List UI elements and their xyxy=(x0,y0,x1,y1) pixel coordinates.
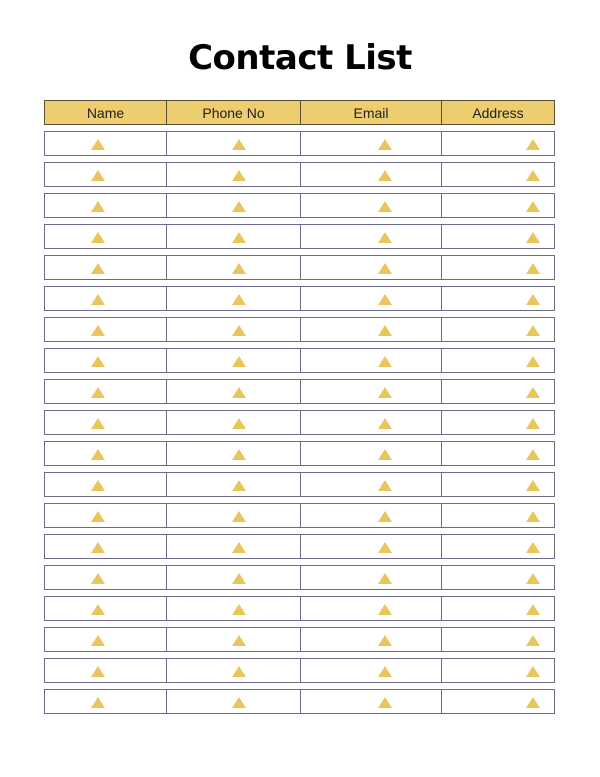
name-cell[interactable] xyxy=(45,163,167,186)
table-row xyxy=(44,224,555,249)
email-cell[interactable] xyxy=(301,349,442,372)
triangle-icon xyxy=(91,387,105,398)
phone-cell[interactable] xyxy=(167,287,301,310)
triangle-icon xyxy=(232,201,246,212)
triangle-icon xyxy=(378,201,392,212)
triangle-icon xyxy=(378,387,392,398)
phone-cell[interactable] xyxy=(167,163,301,186)
triangle-icon xyxy=(232,449,246,460)
triangle-icon xyxy=(378,697,392,708)
email-cell[interactable] xyxy=(301,163,442,186)
triangle-icon xyxy=(91,635,105,646)
triangle-icon xyxy=(232,232,246,243)
triangle-icon xyxy=(91,232,105,243)
triangle-icon xyxy=(232,511,246,522)
triangle-icon xyxy=(526,294,540,305)
triangle-icon xyxy=(378,263,392,274)
address-cell[interactable] xyxy=(442,473,554,496)
triangle-icon xyxy=(526,232,540,243)
triangle-icon xyxy=(232,170,246,181)
phone-cell[interactable] xyxy=(167,225,301,248)
phone-cell[interactable] xyxy=(167,628,301,651)
triangle-icon xyxy=(232,294,246,305)
table-row xyxy=(44,472,555,497)
triangle-icon xyxy=(378,573,392,584)
phone-cell[interactable] xyxy=(167,411,301,434)
phone-cell[interactable] xyxy=(167,690,301,713)
triangle-icon xyxy=(232,542,246,553)
email-cell[interactable] xyxy=(301,473,442,496)
triangle-icon xyxy=(526,666,540,677)
email-cell[interactable] xyxy=(301,411,442,434)
triangle-icon xyxy=(526,325,540,336)
page-title: Contact List xyxy=(188,38,412,78)
triangle-icon xyxy=(378,480,392,491)
triangle-icon xyxy=(526,139,540,150)
name-cell[interactable] xyxy=(45,473,167,496)
phone-cell[interactable] xyxy=(167,442,301,465)
triangle-icon xyxy=(526,387,540,398)
name-cell[interactable] xyxy=(45,659,167,682)
phone-cell[interactable] xyxy=(167,473,301,496)
address-cell[interactable] xyxy=(442,225,554,248)
address-cell[interactable] xyxy=(442,256,554,279)
phone-cell[interactable] xyxy=(167,256,301,279)
triangle-icon xyxy=(378,325,392,336)
name-cell[interactable] xyxy=(45,287,167,310)
phone-cell[interactable] xyxy=(167,504,301,527)
triangle-icon xyxy=(91,449,105,460)
triangle-icon xyxy=(91,325,105,336)
triangle-icon xyxy=(91,542,105,553)
phone-cell[interactable] xyxy=(167,194,301,217)
email-cell[interactable] xyxy=(301,690,442,713)
address-cell[interactable] xyxy=(442,163,554,186)
table-row xyxy=(44,410,555,435)
name-cell[interactable] xyxy=(45,194,167,217)
address-cell[interactable] xyxy=(442,690,554,713)
triangle-icon xyxy=(526,201,540,212)
triangle-icon xyxy=(91,294,105,305)
triangle-icon xyxy=(378,666,392,677)
triangle-icon xyxy=(91,170,105,181)
triangle-icon xyxy=(378,635,392,646)
name-cell[interactable] xyxy=(45,132,167,155)
triangle-icon xyxy=(232,480,246,491)
email-cell[interactable] xyxy=(301,256,442,279)
triangle-icon xyxy=(378,170,392,181)
name-cell[interactable] xyxy=(45,380,167,403)
contact-table xyxy=(44,100,555,125)
triangle-icon xyxy=(232,263,246,274)
triangle-icon xyxy=(526,170,540,181)
table-row xyxy=(44,286,555,311)
email-cell[interactable] xyxy=(301,318,442,341)
email-cell[interactable] xyxy=(301,442,442,465)
table-row xyxy=(44,348,555,373)
triangle-icon xyxy=(526,573,540,584)
triangle-icon xyxy=(232,666,246,677)
table-row xyxy=(44,379,555,404)
triangle-icon xyxy=(232,573,246,584)
triangle-icon xyxy=(232,387,246,398)
triangle-icon xyxy=(378,449,392,460)
phone-cell[interactable] xyxy=(167,597,301,620)
table-row xyxy=(44,131,555,156)
table-row xyxy=(44,193,555,218)
address-cell[interactable] xyxy=(442,442,554,465)
name-cell[interactable] xyxy=(45,597,167,620)
triangle-icon xyxy=(91,697,105,708)
triangle-icon xyxy=(91,480,105,491)
email-cell[interactable] xyxy=(301,659,442,682)
table-row xyxy=(44,565,555,590)
table-body xyxy=(44,131,555,720)
phone-cell[interactable] xyxy=(167,535,301,558)
table-row xyxy=(44,317,555,342)
column-header-phone: Phone No xyxy=(167,101,301,124)
column-header-name: Name xyxy=(45,101,167,124)
table-header xyxy=(44,100,555,125)
triangle-icon xyxy=(526,480,540,491)
address-cell[interactable] xyxy=(442,318,554,341)
address-cell[interactable] xyxy=(442,597,554,620)
email-cell[interactable] xyxy=(301,535,442,558)
email-cell[interactable] xyxy=(301,287,442,310)
address-cell[interactable] xyxy=(442,380,554,403)
triangle-icon xyxy=(526,697,540,708)
triangle-icon xyxy=(378,542,392,553)
triangle-icon xyxy=(378,232,392,243)
phone-cell[interactable] xyxy=(167,380,301,403)
triangle-icon xyxy=(232,697,246,708)
triangle-icon xyxy=(526,635,540,646)
email-cell[interactable] xyxy=(301,225,442,248)
triangle-icon xyxy=(232,604,246,615)
email-cell[interactable] xyxy=(301,628,442,651)
phone-cell[interactable] xyxy=(167,318,301,341)
triangle-icon xyxy=(526,263,540,274)
table-row xyxy=(44,534,555,559)
triangle-icon xyxy=(378,511,392,522)
address-cell[interactable] xyxy=(442,566,554,589)
triangle-icon xyxy=(378,356,392,367)
triangle-icon xyxy=(91,511,105,522)
table-row xyxy=(44,596,555,621)
triangle-icon xyxy=(91,356,105,367)
triangle-icon xyxy=(526,449,540,460)
triangle-icon xyxy=(378,139,392,150)
triangle-icon xyxy=(91,263,105,274)
phone-cell[interactable] xyxy=(167,132,301,155)
triangle-icon xyxy=(526,356,540,367)
triangle-icon xyxy=(91,604,105,615)
phone-cell[interactable] xyxy=(167,349,301,372)
triangle-icon xyxy=(232,325,246,336)
address-cell[interactable] xyxy=(442,132,554,155)
column-header-address: Address xyxy=(472,104,524,121)
table-row xyxy=(44,658,555,683)
table-row xyxy=(44,627,555,652)
column-header-email: Email xyxy=(301,101,442,124)
phone-cell[interactable] xyxy=(167,566,301,589)
triangle-icon xyxy=(232,418,246,429)
triangle-icon xyxy=(232,635,246,646)
email-cell[interactable] xyxy=(301,194,442,217)
triangle-icon xyxy=(526,511,540,522)
email-cell[interactable] xyxy=(301,132,442,155)
triangle-icon xyxy=(378,418,392,429)
table-row xyxy=(44,503,555,528)
address-cell[interactable] xyxy=(442,287,554,310)
email-cell[interactable] xyxy=(301,504,442,527)
name-cell[interactable] xyxy=(45,411,167,434)
name-cell[interactable] xyxy=(45,225,167,248)
name-cell[interactable] xyxy=(45,690,167,713)
email-cell[interactable] xyxy=(301,566,442,589)
triangle-icon xyxy=(91,201,105,212)
name-cell[interactable] xyxy=(45,442,167,465)
name-cell[interactable] xyxy=(45,535,167,558)
address-cell[interactable] xyxy=(442,659,554,682)
triangle-icon xyxy=(378,294,392,305)
triangle-icon xyxy=(232,139,246,150)
address-cell[interactable] xyxy=(442,628,554,651)
address-cell[interactable] xyxy=(442,411,554,434)
name-cell[interactable] xyxy=(45,318,167,341)
triangle-icon xyxy=(91,418,105,429)
email-cell[interactable] xyxy=(301,597,442,620)
name-cell[interactable] xyxy=(45,504,167,527)
phone-cell[interactable] xyxy=(167,659,301,682)
triangle-icon xyxy=(526,604,540,615)
name-cell[interactable] xyxy=(45,628,167,651)
table-row xyxy=(44,255,555,280)
triangle-icon xyxy=(526,542,540,553)
triangle-icon xyxy=(91,139,105,150)
table-row xyxy=(44,441,555,466)
address-cell[interactable] xyxy=(442,504,554,527)
triangle-icon xyxy=(91,666,105,677)
triangle-icon xyxy=(526,418,540,429)
table-row xyxy=(44,689,555,714)
triangle-icon xyxy=(232,356,246,367)
triangle-icon xyxy=(378,604,392,615)
triangle-icon xyxy=(91,573,105,584)
address-cell[interactable] xyxy=(442,349,554,372)
address-cell[interactable] xyxy=(442,194,554,217)
table-row xyxy=(44,162,555,187)
name-cell[interactable] xyxy=(45,256,167,279)
address-cell[interactable] xyxy=(442,535,554,558)
name-cell[interactable] xyxy=(45,349,167,372)
email-cell[interactable] xyxy=(301,380,442,403)
name-cell[interactable] xyxy=(45,566,167,589)
